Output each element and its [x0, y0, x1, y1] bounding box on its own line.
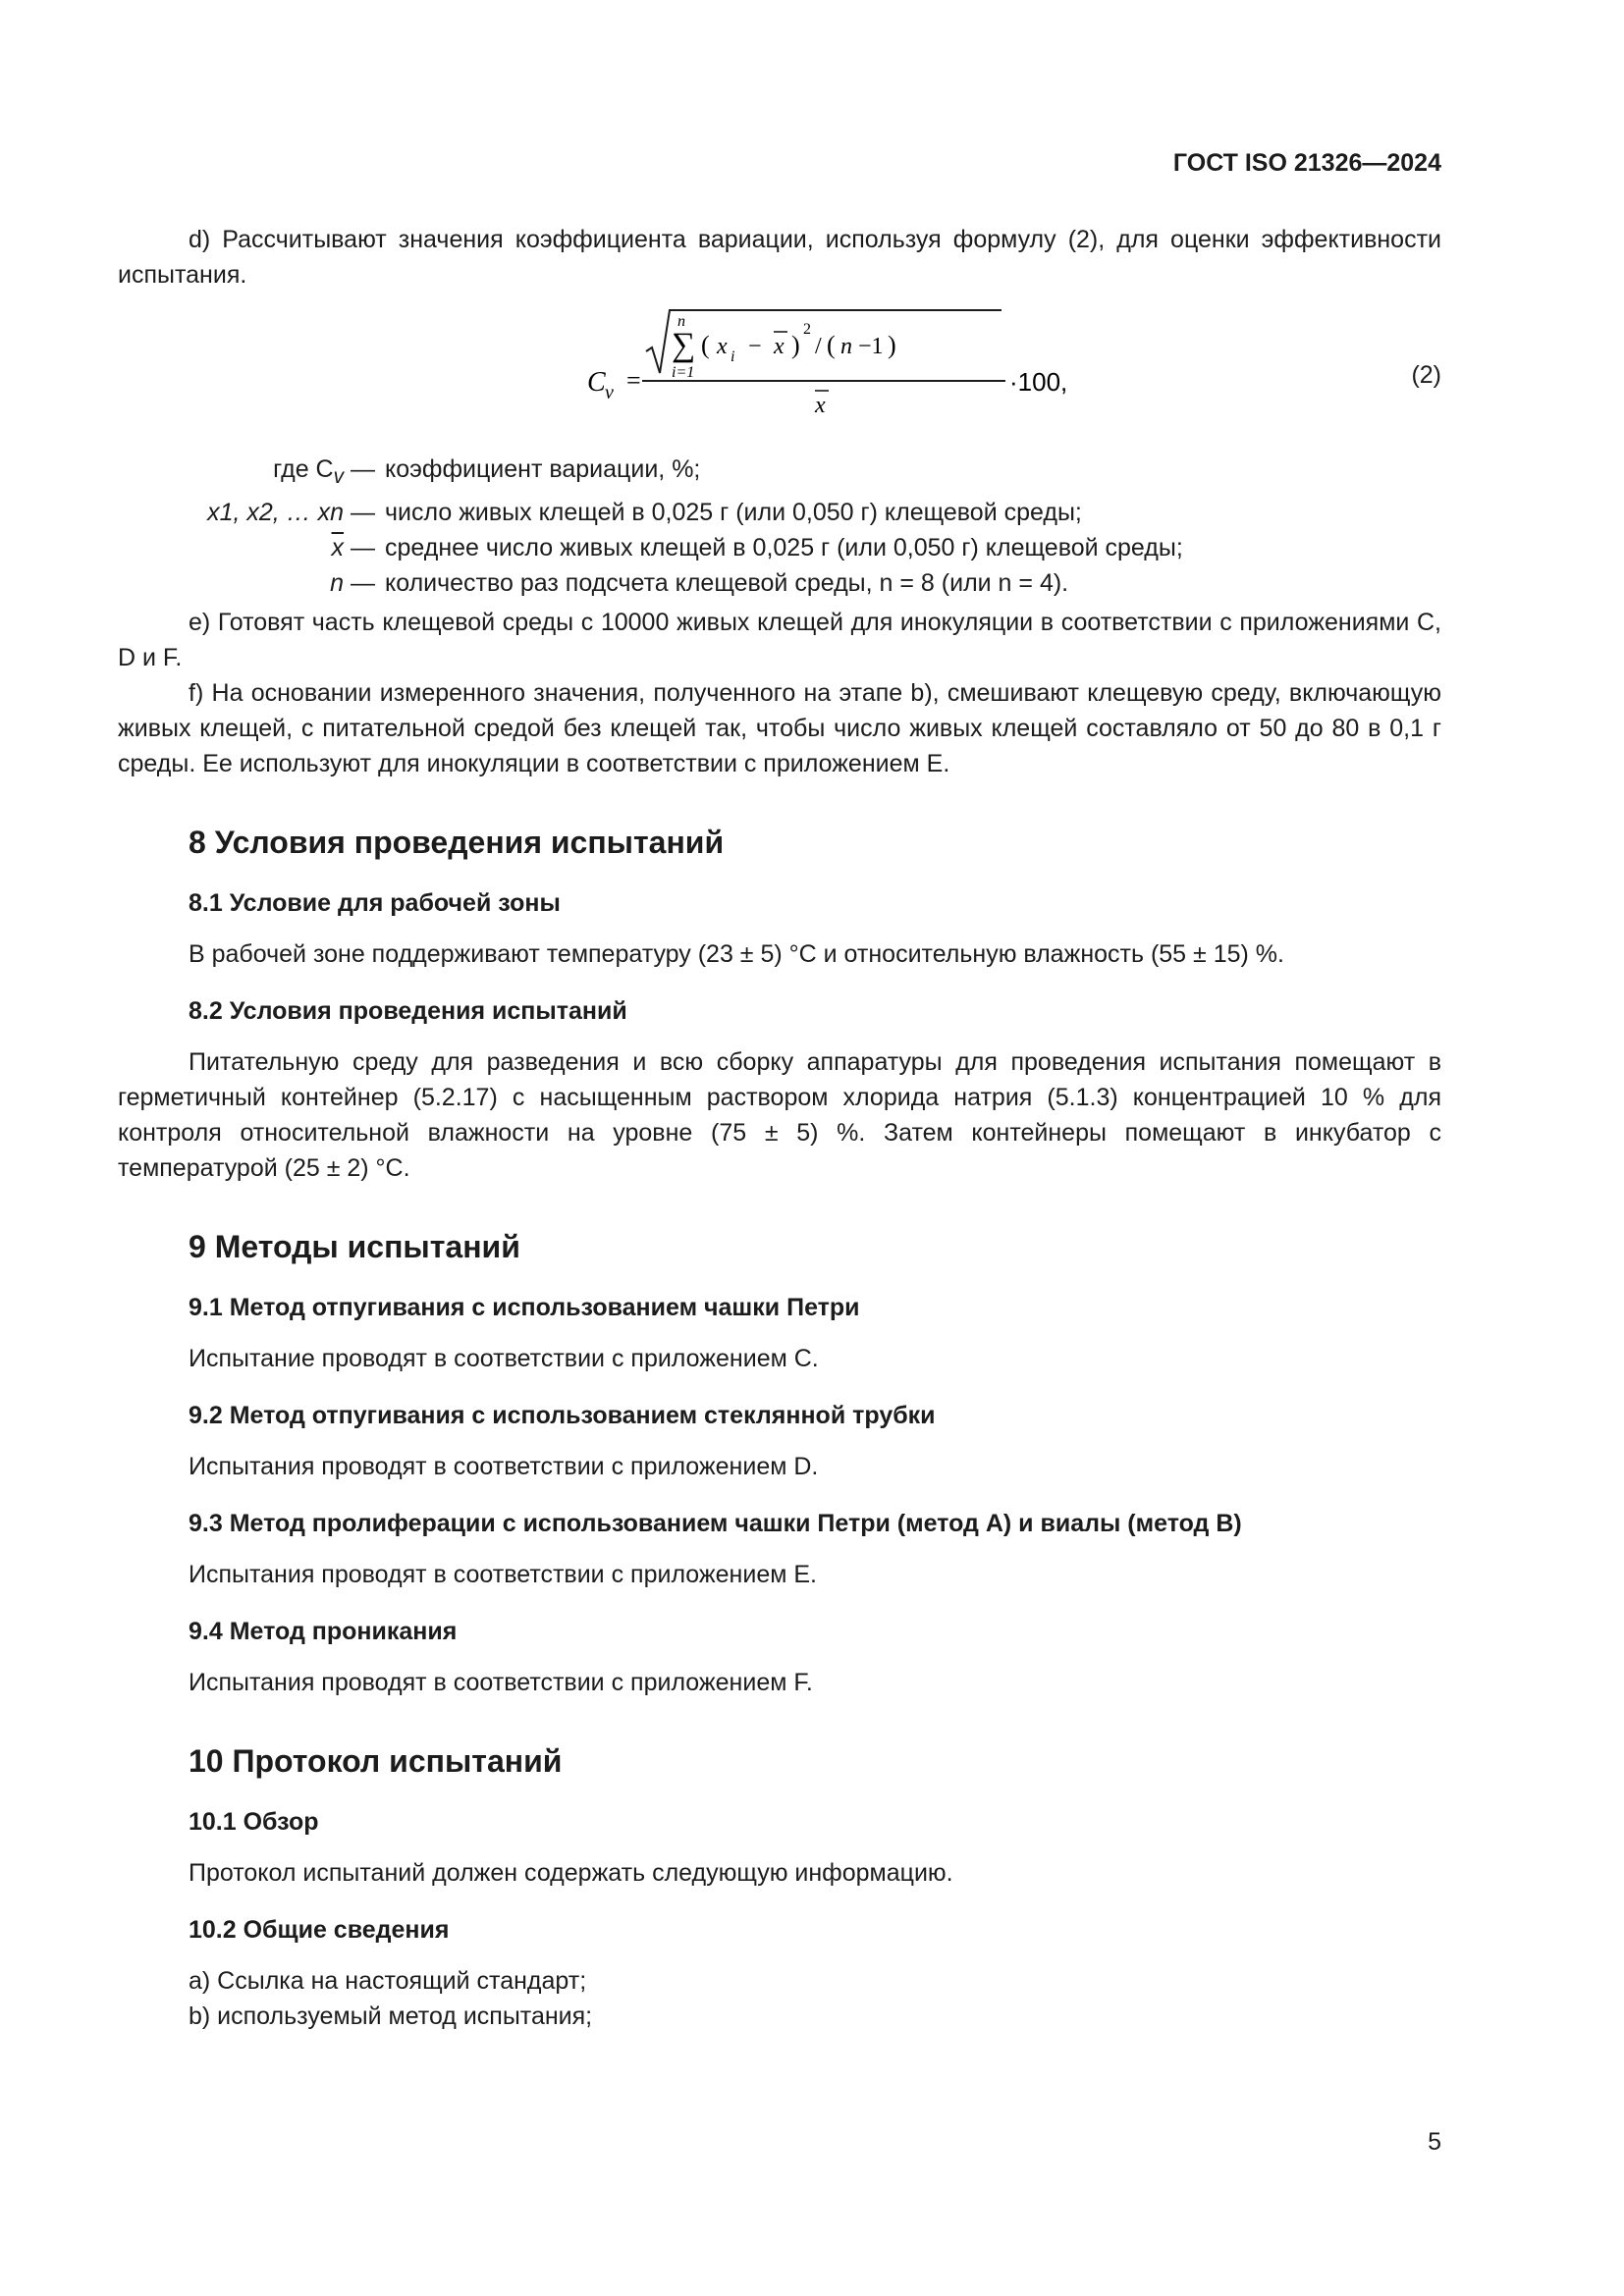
where-label-text: где C — [273, 455, 334, 483]
section-9-4-text: Испытания проводят в соответствии с приложением F. — [189, 1669, 813, 1696]
section-9-2-text: Испытания проводят в соответствии с приложением D. — [189, 1453, 819, 1480]
where-label-x — [118, 495, 375, 530]
paren-open: ( — [701, 331, 710, 359]
where-block — [118, 452, 1441, 601]
sub-i: i — [731, 348, 735, 365]
section-9-title: 9 Методы испытаний — [189, 1229, 520, 1264]
where-label-cv — [118, 452, 375, 495]
where-row-cv — [118, 452, 1441, 495]
sum-sign: ∑ — [672, 327, 696, 363]
paren-close-2: ) — [888, 331, 896, 359]
paren-open-2: ( — [827, 331, 836, 359]
exponent-2: 2 — [803, 321, 811, 338]
where-row-x — [118, 495, 1441, 530]
where-dash: — — [351, 569, 375, 597]
paragraph-d: d) Рассчитывают значения коэффициента вариации, используя формулу (2), для оценки эффективности испытания. — [118, 226, 1441, 289]
sum-lower-limit: i=1 — [672, 364, 695, 381]
where-desc-xbar: среднее число живых клещей в 0,025 г (или 0,050 г) клещевой среды; — [385, 534, 1183, 561]
section-9-3-text: Испытания проводят в соответствии с приложением E. — [189, 1561, 817, 1588]
minus-sign: − — [748, 334, 762, 359]
section-8-title: 8 Условия проведения испытаний — [189, 825, 725, 860]
formula-factor: ·100, — [1009, 367, 1068, 397]
where-label-text: x1, x2, … xn — [207, 499, 345, 526]
section-8-1-text: В рабочей зоне поддерживают температуру (23 ± 5) °С и относительную влажность (55 ± 15) %. — [189, 940, 1284, 968]
where-dash: — — [351, 455, 375, 483]
where-label-n — [118, 565, 375, 601]
paragraph-e: e) Готовят часть клещевой среды с 10000 живых клещей для инокуляции в соответствии с приложениями C, D и F. — [118, 609, 1441, 671]
where-label-xbar — [118, 530, 375, 565]
section-8-1-title: 8.1 Условие для рабочей зоны — [189, 889, 561, 917]
var-x: x — [717, 334, 728, 359]
var-xbar: x — [774, 334, 785, 359]
paragraph-f: f) На основании измеренного значения, полученного на этапе b), смешивают клещевую среду, включающую живых клещей, с питательной средой без клещей так, чтобы число живых клещей составляло от 50 до 80 в 0,1 г среды. Ее используют для инокуляции в соответствии с приложением E. — [118, 679, 1441, 777]
page-content — [118, 222, 1441, 2034]
formula-eq: = — [626, 366, 641, 395]
formula-lhs-sub: v — [605, 382, 614, 403]
section-9-3-title: 9.3 Метод пролиферации с использованием чашки Петри (метод А) и виалы (метод В) — [189, 1510, 1242, 1537]
where-label-text: $\overline{x}$ — [331, 534, 345, 561]
section-10-1-text: Протокол испытаний должен содержать следующую информацию. — [189, 1859, 953, 1887]
coefficient-of-variation-formula — [579, 296, 1090, 444]
formula-number: (2) — [1411, 361, 1441, 389]
where-desc-x: число живых клещей в 0,025 г (или 0,050 г) клещевой среды; — [385, 499, 1082, 526]
list-item-a: а) Ссылка на настоящий стандарт; — [189, 1967, 587, 1995]
where-label-sub: v — [333, 465, 345, 488]
section-8-2-text: Питательную среду для разведения и всю сборку аппаратуры для проведения испытания помещают в герметичный контейнер (5.2.17) с насыщенным раствором хлорида натрия (5.1.3) концентрацией 10 % для контроля относительной влажности на уровне (75 ± 5) %. Затем контейнеры помещают в инкубатор с температурой (25 ± 2) °С. — [118, 1048, 1441, 1182]
where-desc-n: количество раз подсчета клещевой среды, n = 8 (или n = 4). — [385, 569, 1069, 597]
where-row-xbar — [118, 530, 1441, 565]
section-9-2-title: 9.2 Метод отпугивания с использованием стеклянной трубки — [189, 1402, 936, 1429]
section-10-1-title: 10.1 Обзор — [189, 1808, 319, 1836]
formula-2 — [118, 296, 1441, 444]
section-9-1-text: Испытание проводят в соответствии с приложением С. — [189, 1345, 819, 1372]
section-10-title: 10 Протокол испытаний — [189, 1743, 563, 1779]
section-9-4-title: 9.4 Метод проникания — [189, 1618, 458, 1645]
formula-lhs: C — [587, 367, 606, 398]
where-desc-cv: коэффициент вариации, %; — [385, 455, 701, 483]
where-dash: — — [351, 499, 375, 526]
where-label-text: n — [330, 569, 345, 597]
slash: / — [815, 334, 822, 359]
var-n: n — [840, 334, 852, 359]
radical-sign — [646, 310, 1001, 373]
standard-header: ГОСТ ISO 21326—2024 — [1172, 149, 1441, 177]
section-10-2-title: 10.2 Общие сведения — [189, 1916, 450, 1944]
denominator-x: x — [815, 393, 826, 418]
section-9-1-title: 9.1 Метод отпугивания с использованием чашки Петри — [189, 1294, 860, 1321]
where-row-n — [118, 565, 1441, 601]
section-8-2-title: 8.2 Условия проведения испытаний — [189, 997, 627, 1025]
page-number: 5 — [1428, 2128, 1441, 2156]
list-item-b: b) используемый метод испытания; — [189, 2002, 593, 2030]
sum-upper-limit: n — [677, 313, 685, 330]
where-dash: — — [351, 534, 375, 561]
paren-close: ) — [791, 331, 800, 359]
minus-one: −1 — [858, 334, 884, 359]
